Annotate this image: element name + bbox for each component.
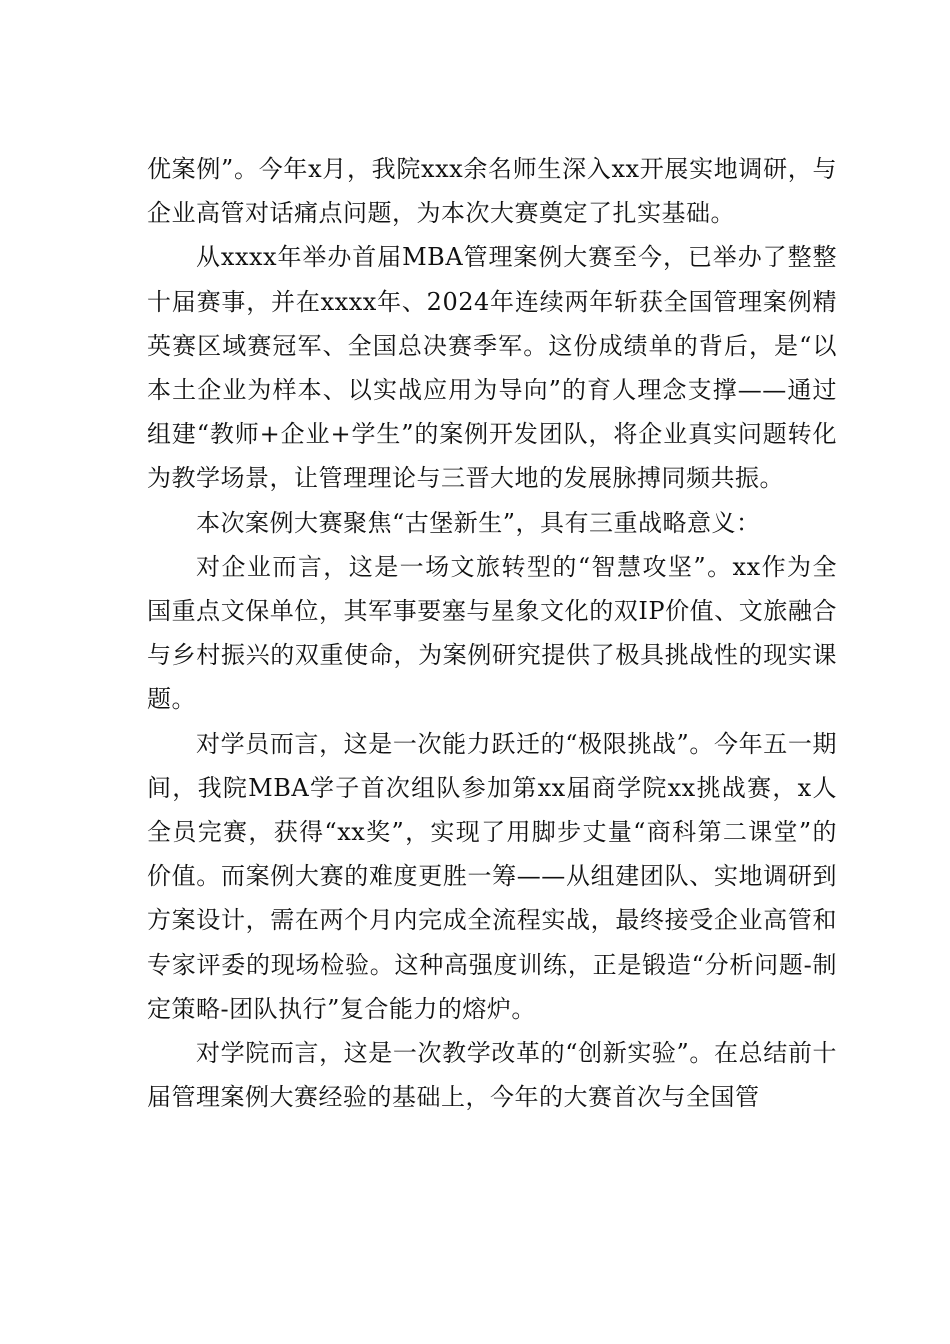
paragraph-enterprise: 对企业而言，这是一场文旅转型的“智慧攻坚”。xx作为全国重点文保单位，其军事要塞与星象文化的双IP价值、文旅融合与乡村振兴的双重使命，为案例研究提供了极具挑战性的现实课题。 — [147, 552, 837, 714]
document-body — [147, 147, 837, 1119]
paragraph-students: 对学员而言，这是一次能力跃迁的“极限挑战”。今年五一期间，我院MBA学子首次组队参加第xx届商学院xx挑战赛，x人全员完赛，获得“xx奖”，实现了用脚步丈量“商科第二课堂”的价值。而案例大赛的难度更胜一筹——从组建团队、实地调研到方案设计，需在两个月内完成全流程实战，最终接受企业高管和专家评委的现场检验。这种高强度训练，正是锻造“分析问题-制定策略-团队执行”复合能力的熔炉。 — [147, 729, 837, 1023]
paragraph-college: 对学院而言，这是一次教学改革的“创新实验”。在总结前十届管理案例大赛经验的基础上，今年的大赛首次与全国管 — [147, 1039, 837, 1112]
paragraph-history: 从xxxx年举办首届MBA管理案例大赛至今，已举办了整整十届赛事，并在xxxx年、2024年连续两年斩获全国管理案例精英赛区域赛冠军、全国总决赛季军。这份成绩单的背后，是“以本土企业为样本、以实战应用为导向”的育人理念支撑——通过组建“教师+企业+学生”的案例开发团队，将企业真实问题转化为教学场景，让管理理论与三晋大地的发展脉搏同频共振。 — [147, 243, 837, 493]
paragraph-strategic-significance: 本次案例大赛聚焦“古堡新生”，具有三重战略意义： — [196, 508, 761, 537]
paragraph-continuation: 优案例”。今年x月，我院xxx余名师生深入xx开展实地调研，与企业高管对话痛点问题，为本次大赛奠定了扎实基础。 — [147, 155, 837, 228]
